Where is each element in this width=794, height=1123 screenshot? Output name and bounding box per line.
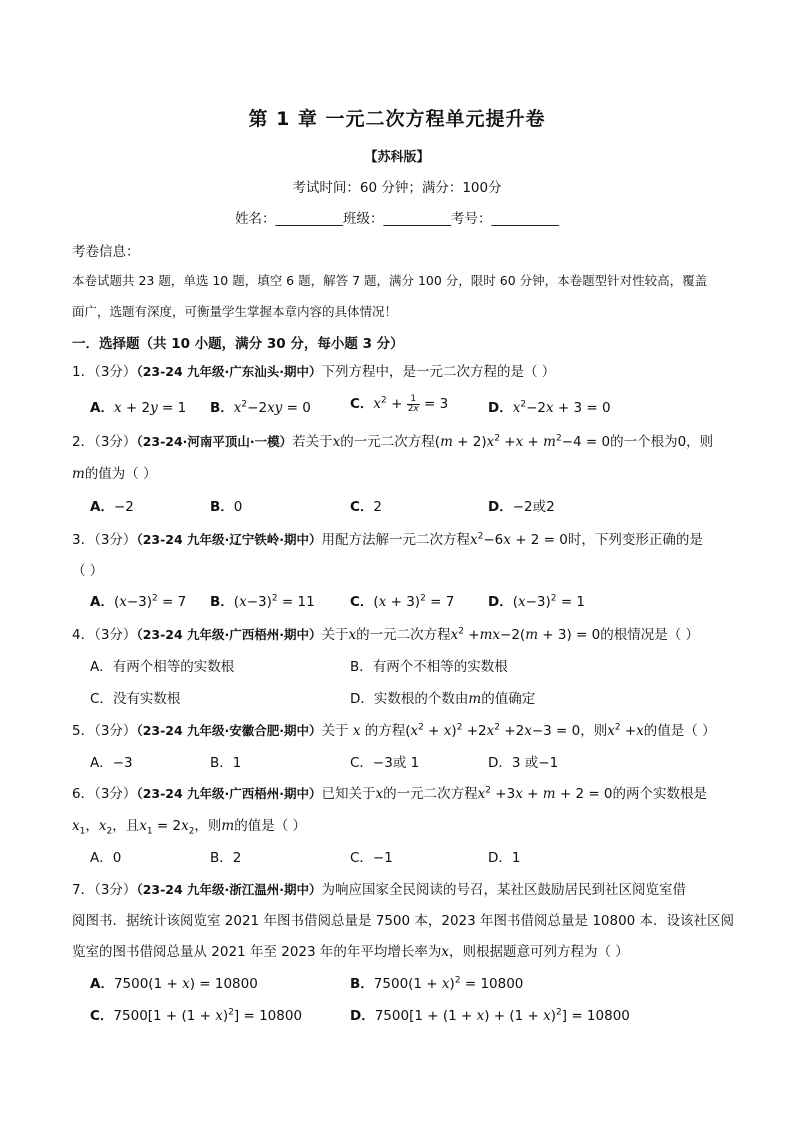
question-3: 3．（3分）（23-24 九年级·辽宁铁岭·期中）用配方法解一元二次方程$x^2-6x + 2 = 0$时，下列变形正确的是 [72, 531, 703, 548]
q4-option-a: A．有两个相等的实数根 [90, 659, 235, 675]
question-text: 下列方程中，是一元二次方程的是（ ） [321, 364, 556, 380]
q7-option-b: B．$7500(1 + x)^2 = 10800$ [350, 975, 524, 992]
question-7-line-2: 阅图书．据统计该阅览室 2021 年图书借阅总量是 7500 本，2023 年图书借阅总量是 10800 本．设该社区阅 [72, 913, 735, 929]
q2-option-a: A．−2 [90, 499, 134, 515]
question-4: 4．（3分）（23-24 九年级·广西梧州·期中）关于x的一元二次方程$x^2 +mx-2(m + 3) = 0$的根情况是（ ） [72, 626, 700, 643]
q4-option-c: C．没有实数根 [90, 691, 181, 707]
question-6: 6．（3分）（23-24 九年级·广西梧州·期中）已知关于x的一元二次方程$x^2 +3x + m + 2 = 0$的两个实数根是 [72, 785, 708, 802]
q7-option-a: A．7500(1 + x) = 10800 [90, 976, 258, 992]
q3-option-d: D．$(x-3)^2 = 1$ [488, 593, 586, 610]
question-3-line-2: （ ） [72, 563, 104, 579]
question-7: 7．（3分）（23-24 九年级·浙江温州·期中）为响应国家全民阅读的号召，某社区鼓励居民到社区阅览室借 [72, 882, 687, 898]
q5-option-c: C．−3或 1 [350, 755, 420, 771]
q6-option-a: A．0 [90, 850, 122, 866]
q5-option-d: D．3 或−1 [488, 755, 559, 771]
question-5: 5．（3分）（23-24 九年级·安徽合肥·期中）关于 x 的方程$(x^2 + x)^2 +2x^2 +2x-3 = 0$，则$x^2 +x$的值是（ ） [72, 722, 716, 739]
q5-option-a: A．−3 [90, 755, 133, 771]
question-1 [72, 360, 555, 380]
q3-option-c: C．$(x + 3)^2 = 7$ [350, 593, 455, 610]
page-title: 第 1 章 一元二次方程单元提升卷 [248, 108, 546, 130]
name-class-id-line: 姓名：__________班级：__________考号：__________ [235, 211, 559, 227]
q1-option-a: A．x + 2y = 1 [90, 400, 187, 416]
question-source: （23-24 九年级·广东汕头·期中） [136, 364, 322, 379]
q6-option-b: B．2 [210, 850, 242, 866]
q6-option-c: C．−1 [350, 850, 393, 866]
q4-option-d: D．实数根的个数由m的值确定 [350, 691, 536, 707]
q1-option-d: D．$x^2-2x + 3 = 0$ [488, 399, 611, 416]
info-label: 考卷信息： [72, 244, 140, 260]
edition-label: 【苏科版】 [364, 150, 430, 165]
section-heading: 一．选择题（共 10 小题，满分 30 分，每小题 3 分） [72, 336, 404, 352]
info-line-2: 面广，选题有深度，可衡量学生掌握本章内容的具体情况！ [72, 304, 398, 319]
q4-option-b: B．有两个不相等的实数根 [350, 659, 508, 675]
q1-option-b: B．$x^2-2xy = 0$ [210, 399, 311, 416]
question-2-line-2: m的值为（ ） [72, 466, 157, 482]
q1-option-c: C．$x^2$ + $\frac{1}{2x}$ = 3 [350, 393, 449, 414]
question-number: 1．（3分） [72, 364, 137, 380]
q2-option-d: D．−2或2 [488, 499, 555, 515]
question-7-line-3: 览室的图书借阅总量从 2021 年至 2023 年的年平均增长率为x，则根据题意可列方程为（ ） [72, 944, 629, 960]
question-2: 2．（3分）（23-24·河南平顶山·一模）若关于x的一元二次方程$(m + 2)x^2 +x + m^2-4 = 0$的一个根为0，则 [72, 433, 714, 450]
info-line-1: 本卷试题共 23 题，单选 10 题，填空 6 题，解答 7 题，满分 100 分，限时 60 分钟，本卷题型针对性较高，覆盖 [72, 273, 708, 288]
q6-option-d: D．1 [488, 850, 521, 866]
q5-option-b: B．1 [210, 755, 242, 771]
question-6-line-2: $x_1$，$x_2$，且$x_1 = 2x_2$，则m的值是（ ） [72, 818, 307, 837]
q3-option-a: A．$(x-3)^2 = 7$ [90, 593, 187, 610]
exam-info: 考试时间：60 分钟；满分：100分 [292, 180, 502, 196]
q7-option-c: C．$7500[1 + (1 + x)^2] = 10800$ [90, 1007, 303, 1024]
q2-option-c: C．2 [350, 499, 383, 515]
q3-option-b: B．$(x-3)^2 = 11$ [210, 593, 315, 610]
q7-option-d: D．$7500[1 + (1 + x) + (1 + x)^2] = 10800$ [350, 1007, 630, 1024]
q2-option-b: B．0 [210, 499, 243, 515]
